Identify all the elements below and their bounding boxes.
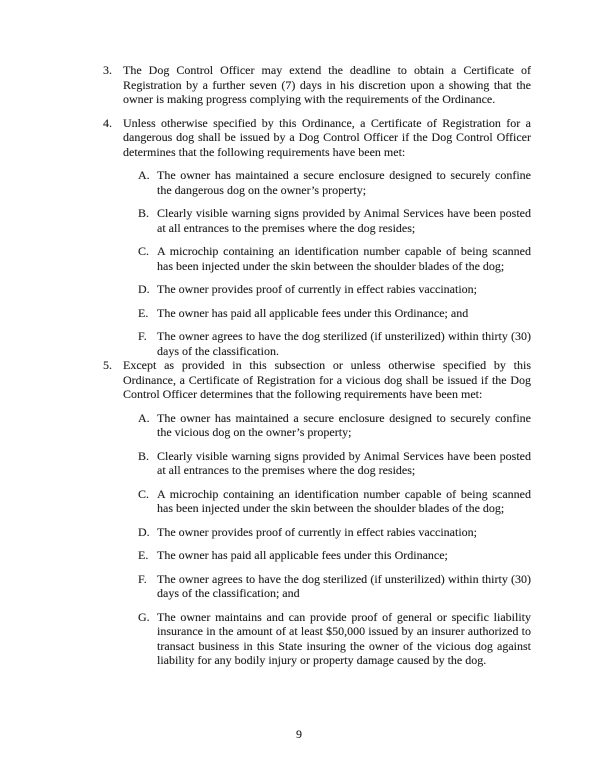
sub-item-5e (138, 548, 531, 563)
sub-item-text: Clearly visible warning signs provided by Animal Services have been posted at all entrances to the premises where the dog resides; (157, 448, 531, 477)
document-body (103, 63, 531, 668)
sub-item-letter: F. (138, 329, 147, 343)
sub-item-letter: A. (138, 410, 150, 425)
sub-item-5b (138, 449, 531, 478)
sub-item-letter: E. (138, 548, 149, 562)
sub-item-letter: C. (138, 486, 150, 501)
item-number: 5. (103, 358, 112, 372)
sub-item-4a (138, 168, 531, 197)
sub-item-5c (138, 487, 531, 516)
sub-item-text: The owner has paid all applicable fees under this Ordinance; (157, 548, 448, 562)
item-number: 4. (103, 115, 112, 130)
sub-item-text: The owner has maintained a secure enclosure designed to securely confine the vicious dog on the owner’s property; (157, 410, 531, 439)
sub-item-letter: E. (138, 305, 149, 320)
sub-item-text: Clearly visible warning signs provided by Animal Services have been posted at all entrances to the premises where the dog resides; (157, 206, 531, 235)
item-number: 3. (103, 63, 112, 77)
sub-item-text: The owner provides proof of currently in effect rabies vaccination; (157, 524, 477, 539)
sub-item-letter: D. (138, 282, 150, 296)
item-text: Unless otherwise specified by this Ordinance, a Certificate of Registration for a dangerous dog shall be issued by a Dog Control Officer if the Dog Control Officer determines that the following requirements have been met: (123, 115, 531, 159)
sub-item-4f (138, 329, 531, 358)
sub-item-letter: C. (138, 244, 150, 258)
sub-item-text: The owner agrees to have the dog sterilized (if unsterilized) within thirty (30) days of the classification. (157, 329, 531, 358)
page-number: 9 (296, 727, 302, 741)
item-text: Except as provided in this subsection or unless otherwise specified by this Ordinance, a Certificate of Registration for a vicious dog shall be issued if the Dog Control Officer determines that the following requirements have been met: (123, 358, 531, 401)
sub-item-letter: D. (138, 524, 150, 539)
list-item-3 (103, 63, 531, 107)
sub-item-text: The owner maintains and can provide proof of general or specific liability insurance in the amount of at least $50,000 issued by an insurer authorized to transact business in this State insuring the owner of the vicious dog against liability for any bodily injury or property damage caused by the dog. (157, 609, 531, 667)
sub-item-4e (138, 306, 531, 321)
item-text: The Dog Control Officer may extend the deadline to obtain a Certificate of Registration by a further seven (7) days in his discretion upon a showing that the owner is making progress complying with the requirements of the Ordinance. (123, 63, 531, 106)
sub-item-4b (138, 206, 531, 235)
sub-item-letter: G. (138, 609, 150, 624)
sub-item-text: The owner has maintained a secure enclosure designed to securely confine the dangerous dog on the owner’s property; (157, 168, 531, 197)
sub-item-text: The owner agrees to have the dog sterilized (if unsterilized) within thirty (30) days of the classification; and (157, 571, 531, 600)
sub-item-4d (138, 282, 531, 297)
sublist-item-4 (138, 168, 531, 358)
sublist-item-5 (138, 411, 531, 668)
sub-item-5d (138, 525, 531, 540)
sub-item-5g (138, 610, 531, 668)
sub-item-text: The owner has paid all applicable fees under this Ordinance; and (157, 305, 469, 320)
sub-item-text: A microchip containing an identification number capable of being scanned has been injected under the skin between the shoulder blades of the dog; (157, 486, 531, 515)
sub-item-5a (138, 411, 531, 440)
sub-item-5f (138, 572, 531, 601)
sub-item-letter: F. (138, 571, 147, 586)
list-item-4 (103, 116, 531, 160)
sub-item-letter: A. (138, 168, 150, 182)
sub-item-letter: B. (138, 206, 150, 220)
list-item-5 (103, 358, 531, 402)
sub-item-text: A microchip containing an identification number capable of being scanned has been injected under the skin between the shoulder blades of the dog; (157, 244, 531, 273)
sub-item-text: The owner provides proof of currently in effect rabies vaccination; (157, 282, 477, 296)
sub-item-4c (138, 244, 531, 273)
sub-item-letter: B. (138, 448, 150, 463)
